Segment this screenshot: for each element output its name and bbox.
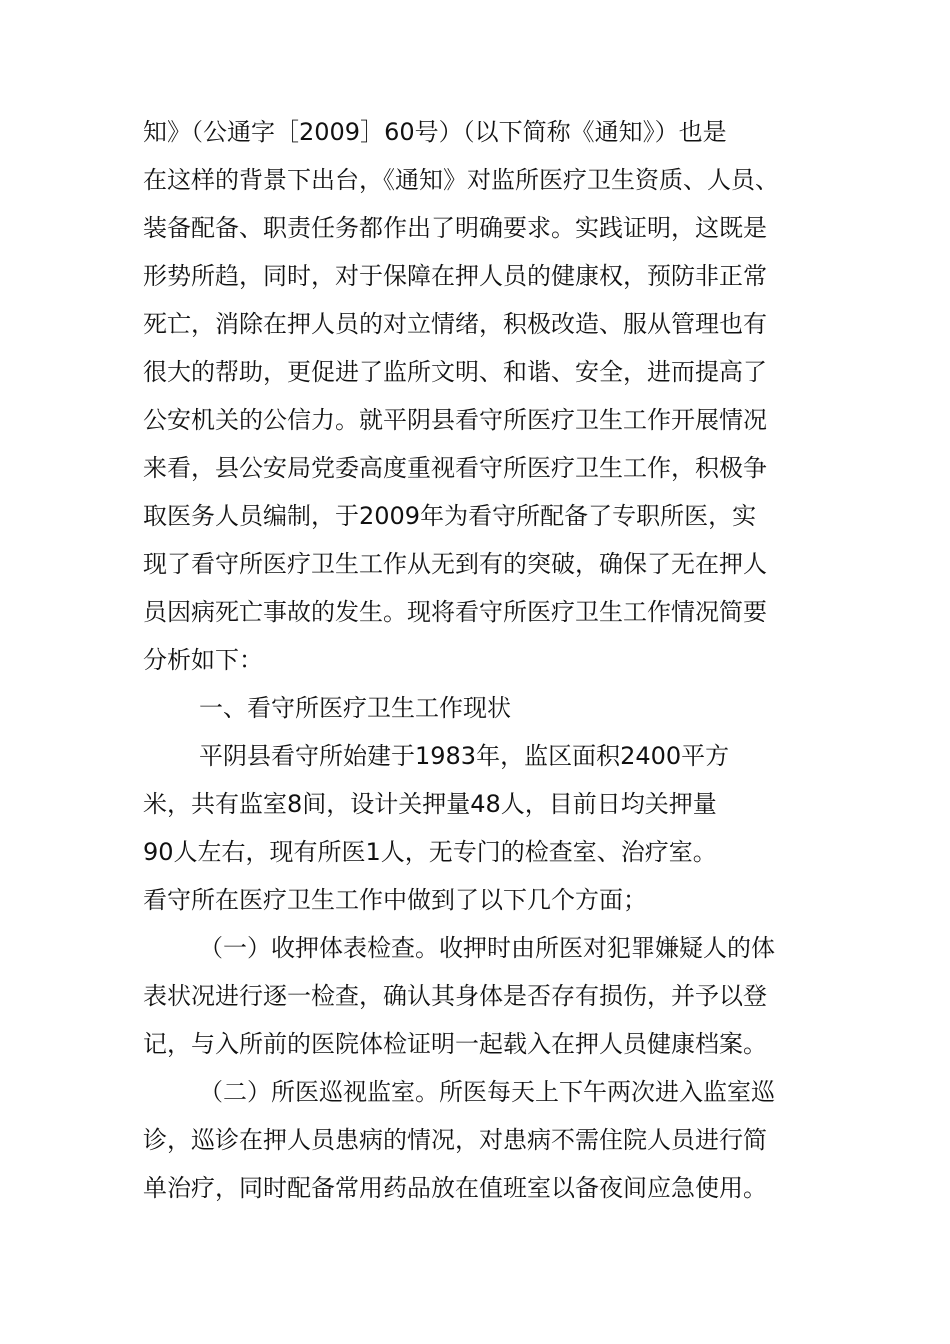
- text-line: 很大的帮助，更促进了监所文明、和谐、安全，进而提高了: [143, 358, 767, 386]
- body-text: [143, 108, 823, 1212]
- text-line: 90人左右，现有所医1人，无专门的检查室、治疗室。: [143, 838, 717, 866]
- text-line: （一）收押体表检查。收押时由所医对犯罪嫌疑人的体: [199, 934, 775, 962]
- text-line: 取医务人员编制，于2009年为看守所配备了专职所医，实: [143, 502, 757, 530]
- text-line: 公安机关的公信力。就平阴县看守所医疗卫生工作开展情况: [143, 406, 767, 434]
- text-line: 知》（公通字［2009］60号）（以下简称《通知》）也是: [143, 118, 727, 146]
- text-line: （二）所医巡视监室。所医每天上下午两次进入监室巡: [199, 1078, 775, 1106]
- text-line: 米，共有监室8间，设计关押量48人，目前日均关押量: [143, 790, 717, 818]
- text-line: 记，与入所前的医院体检证明一起载入在押人员健康档案。: [143, 1030, 767, 1058]
- text-line: 单治疗，同时配备常用药品放在值班室以备夜间应急使用。: [143, 1174, 767, 1202]
- text-line: 装备配备、职责任务都作出了明确要求。实践证明，这既是: [143, 214, 767, 242]
- text-line: 现了看守所医疗卫生工作从无到有的突破，确保了无在押人: [143, 550, 767, 578]
- text-line: 诊，巡诊在押人员患病的情况，对患病不需住院人员进行简: [143, 1126, 767, 1154]
- text-line: 表状况进行逐一检查，确认其身体是否存有损伤，并予以登: [143, 982, 767, 1010]
- text-line: 员因病死亡事故的发生。现将看守所医疗卫生工作情况简要: [143, 598, 767, 626]
- section-heading: 一、看守所医疗卫生工作现状: [199, 694, 511, 722]
- text-line: 平阴县看守所始建于1983年，监区面积2400平方: [199, 742, 730, 770]
- text-line: 来看，县公安局党委高度重视看守所医疗卫生工作，积极争: [143, 454, 767, 482]
- text-line: 在这样的背景下出台，《通知》对监所医疗卫生资质、人员、: [143, 166, 779, 194]
- text-line: 分析如下：: [143, 646, 263, 674]
- text-line: 看守所在医疗卫生工作中做到了以下几个方面；: [143, 886, 647, 914]
- text-line: 死亡，消除在押人员的对立情绪，积极改造、服从管理也有: [143, 310, 767, 338]
- text-line: 形势所趋，同时，对于保障在押人员的健康权，预防非正常: [143, 262, 767, 290]
